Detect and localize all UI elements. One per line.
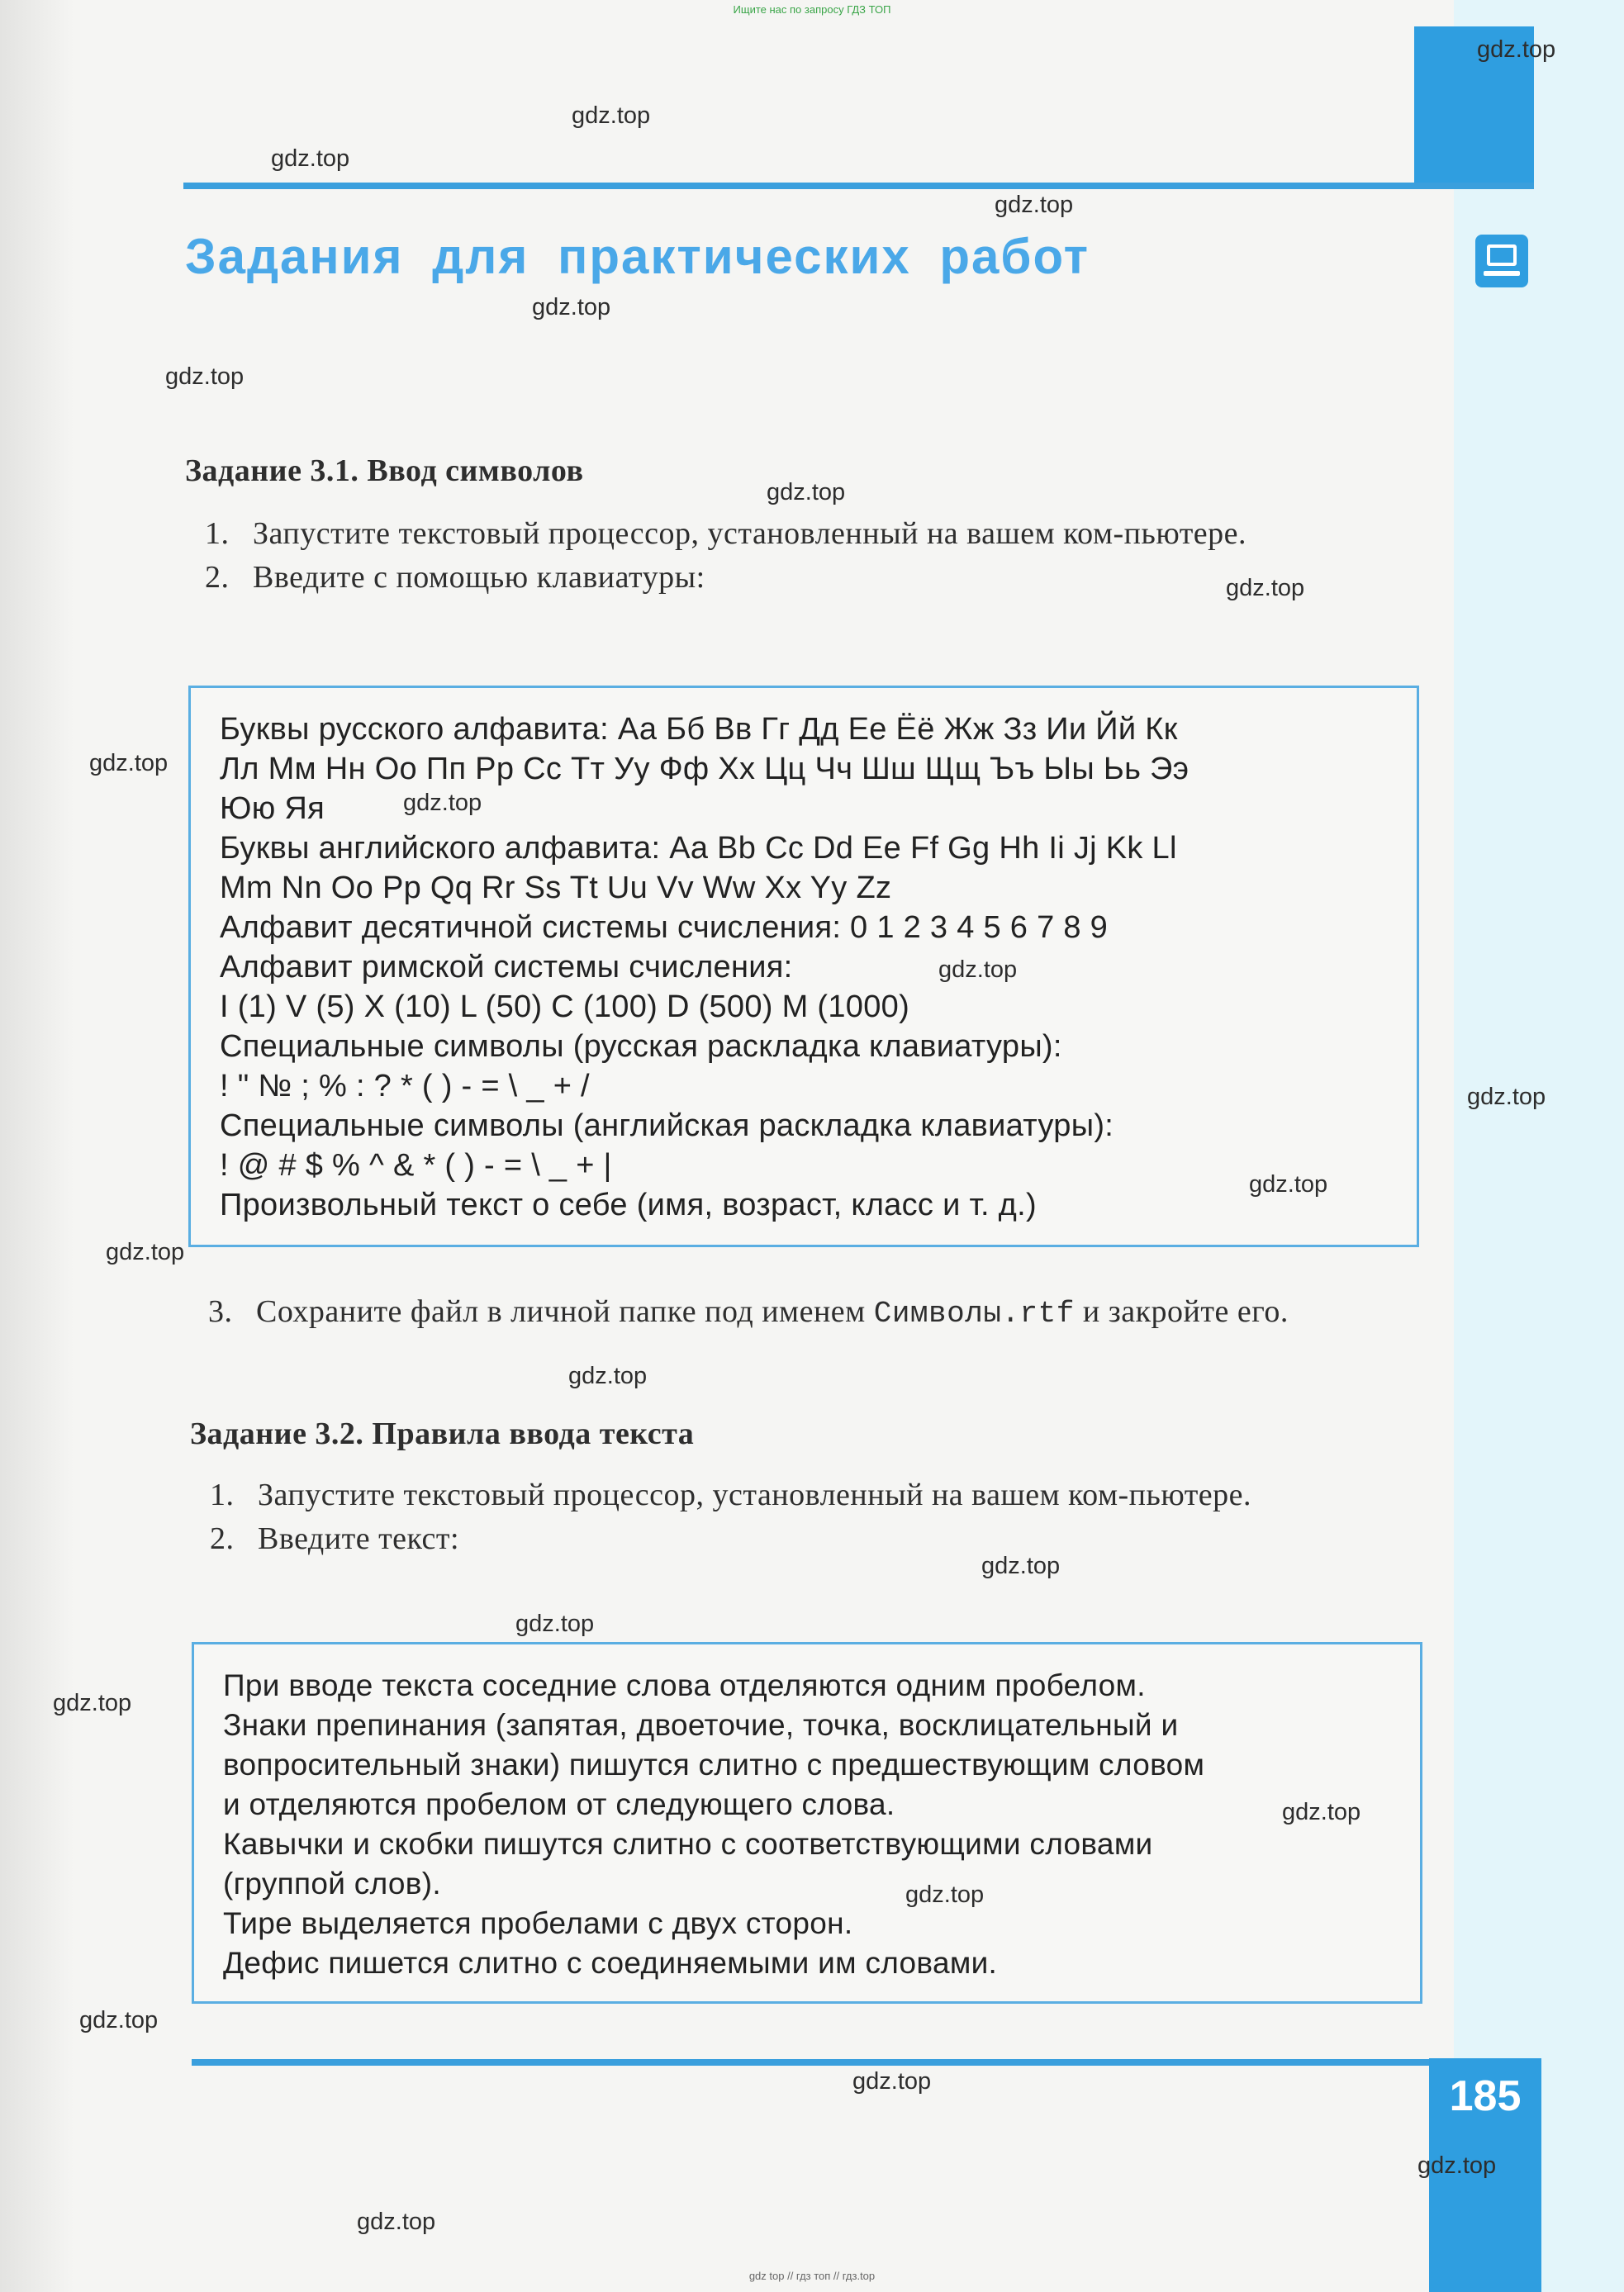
watermark: gdz.top — [1249, 1171, 1328, 1198]
box-line: ! @ # $ % ^ & * ( ) - = \ _ + | — [220, 1148, 612, 1183]
bottom-rule — [192, 2059, 1431, 2066]
task-3-2-text-box — [192, 1642, 1422, 2004]
task-3-2-step-1 — [210, 1473, 1441, 1517]
box-line: и отделяются пробелом от следующего слова. — [223, 1787, 895, 1821]
box-line: Юю Яя — [220, 791, 325, 826]
computer-screen-shape — [1487, 244, 1517, 266]
task-3-1-step-3-list — [208, 1290, 1439, 1336]
step-number: 3. — [208, 1294, 233, 1329]
watermark: gdz.top — [1282, 1799, 1361, 1825]
box-line: Произвольный текст о себе (имя, возраст, класс и т. д.) — [220, 1188, 1037, 1222]
box-line: Специальные символы (русская раскладка клавиатуры): — [220, 1029, 1062, 1064]
step-text: Запустите текстовый процессор, установленный на вашем ком-пьютере. — [258, 1478, 1252, 1512]
box-line: Буквы английского алфавита: Aa Bb Cc Dd Ee Ff Gg Hh Ii Jj Kk Ll — [220, 831, 1177, 866]
watermark: gdz.top — [938, 956, 1018, 983]
watermark: gdz.top — [572, 102, 651, 129]
watermark: gdz.top — [852, 2068, 932, 2095]
watermark: gdz.top — [1417, 2152, 1497, 2179]
box-line: ! " № ; % : ? * ( ) - = \ _ + / — [220, 1069, 590, 1103]
box-line: вопросительный знаки) пишутся слитно с предшествующим словом — [223, 1748, 1205, 1782]
box-line: Дефис пишется слитно с соединяемыми им словами. — [223, 1946, 998, 1980]
box-line: Специальные символы (английская раскладка клавиатуры): — [220, 1108, 1114, 1143]
box-line: Буквы русского алфавита: Аа Бб Вв Гг Дд Ее Ёё Жж Зз Ии Йй Кк — [220, 712, 1178, 747]
task-3-1-step-3 — [208, 1290, 1439, 1336]
task-3-1-box-lines — [220, 709, 1189, 1225]
box-line: I (1) V (5) X (10) L (50) C (100) D (500) M (1000) — [220, 989, 910, 1024]
watermark: gdz.top — [568, 1363, 648, 1389]
watermark: gdz.top — [1467, 1084, 1546, 1110]
task-3-1-input-box — [188, 686, 1419, 1247]
step-text-after: и закройте его. — [1074, 1294, 1289, 1329]
step-text: Запустите текстовый процессор, установленный на вашем ком-пьютере. — [253, 516, 1247, 551]
right-margin-panel — [1454, 0, 1624, 2292]
computer-icon — [1475, 235, 1528, 287]
task-3-2-steps — [210, 1473, 1441, 1561]
watermark: gdz.top — [1477, 36, 1556, 63]
watermark: gdz.top — [271, 145, 350, 172]
watermark: gdz.top — [357, 2209, 436, 2235]
step-text-before: Сохраните файл в личной папке под именем — [256, 1294, 874, 1329]
watermark: gdz.top — [106, 1239, 185, 1265]
watermark: gdz.top — [403, 790, 482, 816]
watermark: gdz.top — [995, 192, 1074, 218]
box-line: (группой слов). — [223, 1867, 441, 1901]
watermark: gdz.top — [515, 1611, 595, 1637]
watermark: gdz.top — [165, 363, 245, 390]
box-line: Знаки препинания (запятая, двоеточие, точка, восклицательный и — [223, 1708, 1179, 1742]
task-3-2-title: Задание 3.2. Правила ввода текста — [190, 1416, 695, 1451]
watermark: gdz.top — [1226, 575, 1305, 601]
step-text: Введите с помощью клавиатуры: — [253, 560, 705, 595]
section-title: Задания для практических работ — [185, 229, 1090, 284]
watermark: gdz.top — [532, 294, 611, 320]
step-number: 2. — [210, 1521, 235, 1556]
step-number: 2. — [205, 560, 230, 595]
bottom-note: gdz top // гдз топ // гдз.top — [748, 2270, 876, 2282]
page-number: 185 — [1449, 2072, 1522, 2120]
box-line: Алфавит римской системы счисления: — [220, 950, 793, 985]
computer-base-shape — [1484, 271, 1520, 276]
file-name: Символы.rtf — [873, 1297, 1075, 1331]
box-line: Mm Nn Oo Pp Qq Rr Ss Tt Uu Vv Ww Xx Yy Zz — [220, 871, 892, 905]
watermark: gdz.top — [905, 1882, 985, 1908]
box-line: Кавычки и скобки пишутся слитно с соответствующими словами — [223, 1827, 1153, 1861]
watermark: gdz.top — [981, 1553, 1061, 1579]
top-search-note: Ищите нас по запросу ГДЗ ТОП — [733, 3, 891, 16]
box-line: Лл Мм Нн Оо Пп Рр Сс Тт Уу Фф Хх Цц Чч Шш Щщ Ъъ Ыы Ьь Ээ — [220, 752, 1190, 786]
box-line: Тире выделяется пробелами с двух сторон. — [223, 1906, 853, 1940]
top-rule — [183, 183, 1534, 189]
step-number: 1. — [205, 516, 230, 551]
task-3-1-title: Задание 3.1. Ввод символов — [185, 453, 584, 488]
watermark: gdz.top — [79, 2007, 159, 2033]
task-3-2-step-2 — [210, 1517, 1441, 1561]
watermark: gdz.top — [767, 479, 846, 505]
watermark: gdz.top — [89, 750, 169, 776]
task-3-2-box-lines — [223, 1666, 1204, 1983]
step-text: Введите текст: — [258, 1521, 460, 1556]
watermark: gdz.top — [53, 1690, 132, 1716]
page-gutter-shadow — [0, 0, 74, 2292]
step-number: 1. — [210, 1478, 235, 1512]
box-line: При вводе текста соседние слова отделяются одним пробелом. — [223, 1668, 1146, 1702]
task-3-1-step-1 — [205, 512, 1436, 556]
box-line: Алфавит десятичной системы счисления: 0 1 2 3 4 5 6 7 8 9 — [220, 910, 1109, 945]
